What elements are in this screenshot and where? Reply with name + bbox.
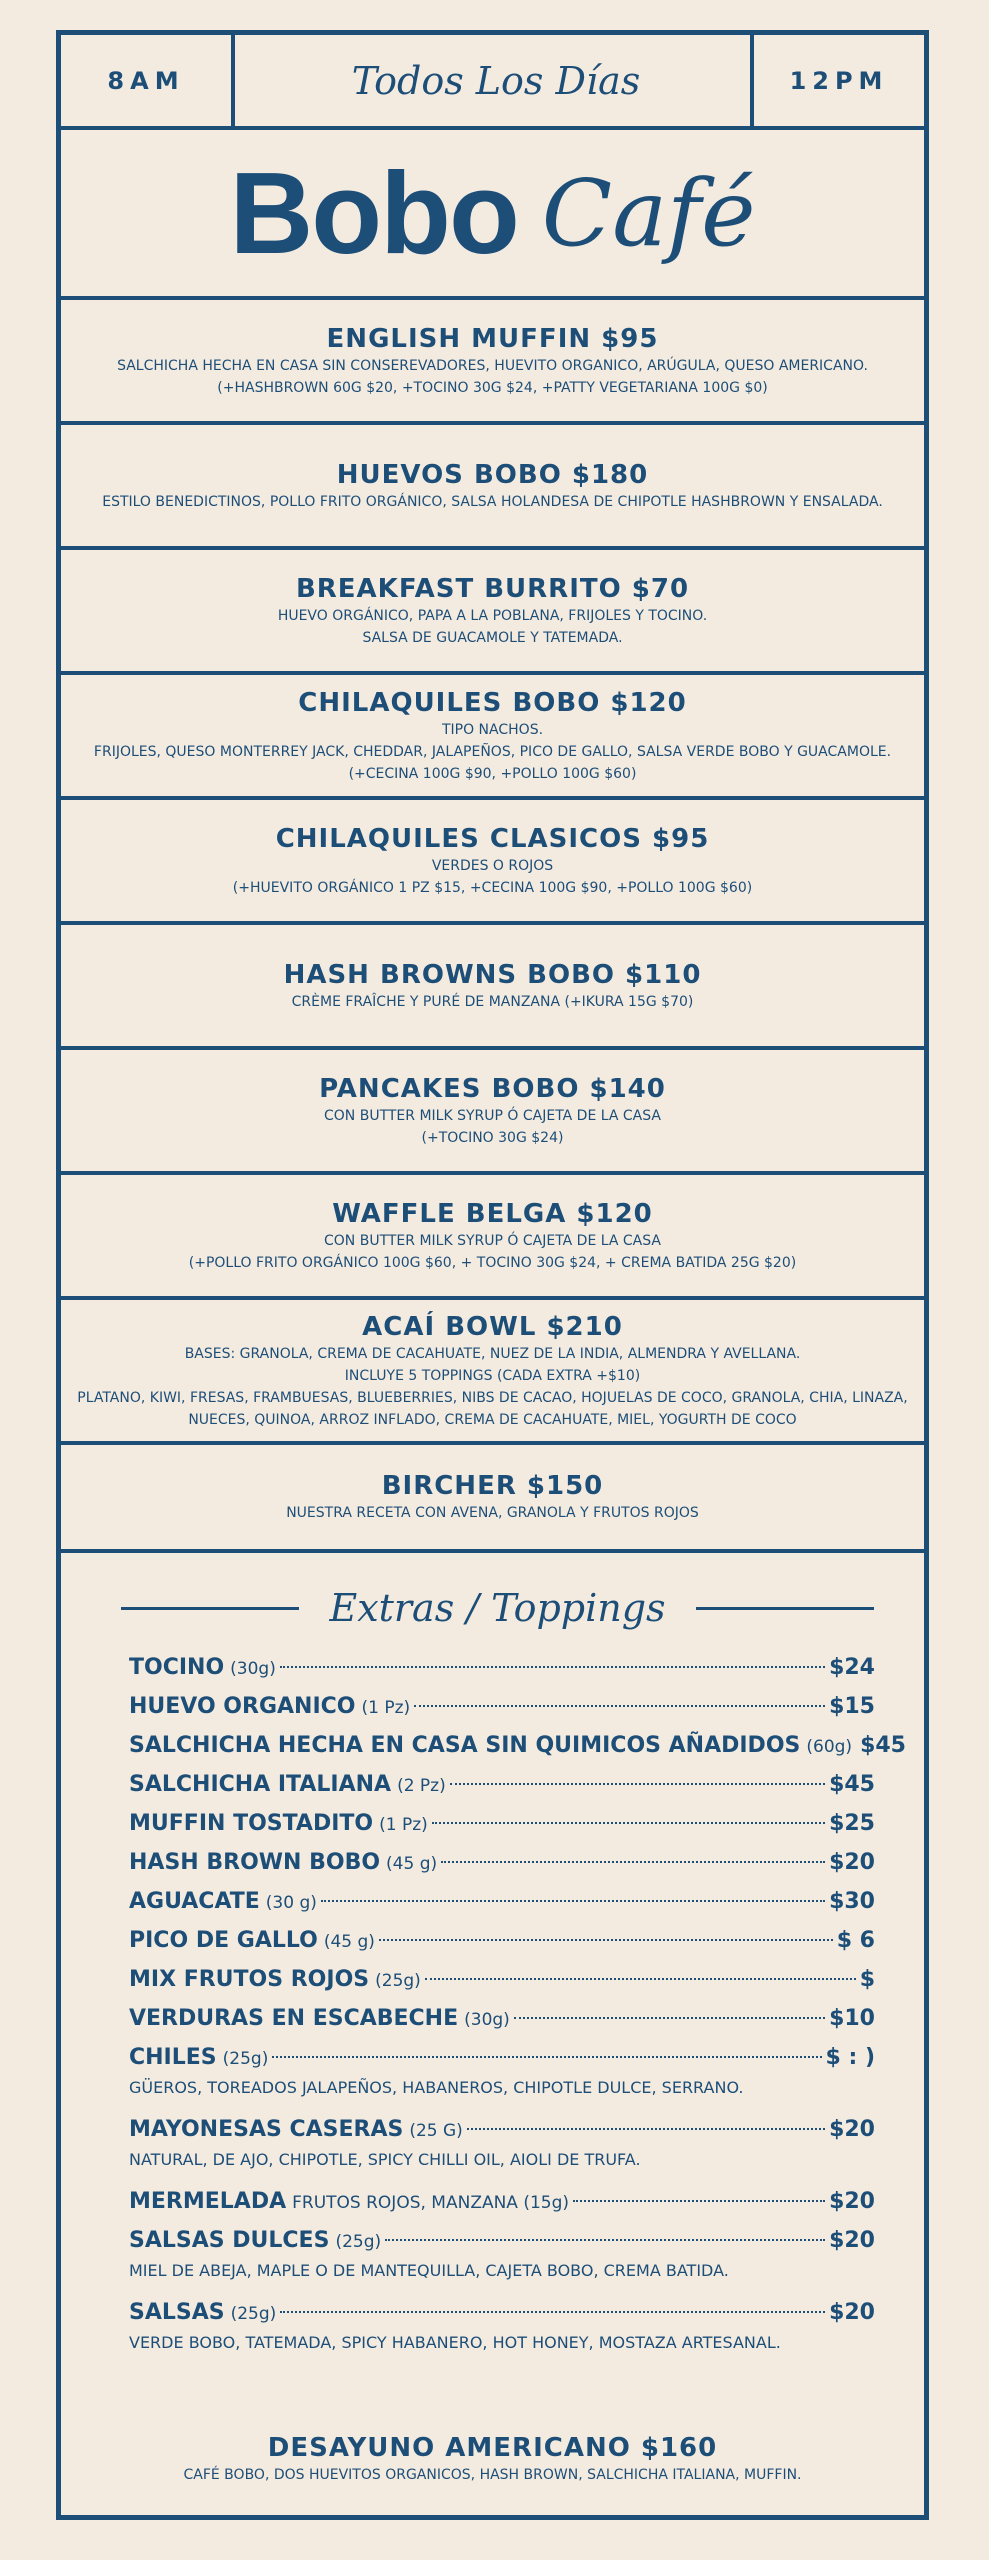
dot-leader — [450, 1783, 825, 1785]
extra-item-name: HUEVO ORGANICO — [129, 1694, 356, 1719]
extra-item-price: $20 — [829, 2117, 875, 2142]
extra-item-quantity: (30 g) — [265, 1893, 317, 1913]
menu-item — [61, 1445, 924, 1553]
extra-item — [129, 1655, 875, 1687]
menu-item — [61, 425, 924, 550]
menu-item-description: SALCHICHA HECHA EN CASA SIN CONSEREVADORES, HUEVITO ORGANICO, ARÚGULA, QUESO AMERICANO. — [117, 357, 868, 374]
menu-item-title: CHILAQUILES BOBO $120 — [298, 687, 687, 718]
tagline: Todos Los Días — [351, 58, 641, 103]
menu-item — [61, 550, 924, 675]
extra-item — [129, 2228, 875, 2260]
extra-item-price: $45 — [829, 1772, 875, 1797]
extra-item — [129, 1967, 875, 1999]
dot-leader — [441, 1861, 825, 1863]
closing-time: 12PM — [789, 66, 889, 95]
menu-item-title: CHILAQUILES CLASICOS $95 — [275, 823, 710, 854]
menu-item — [61, 675, 924, 800]
dot-leader — [414, 1705, 825, 1707]
extra-item-quantity: (25g) — [375, 1971, 421, 1991]
extra-item-options: GÜEROS, TOREADOS JALAPEÑOS, HABANEROS, CHIPOTLE DULCE, SERRANO. — [129, 2078, 744, 2097]
extra-item-price: $25 — [829, 1811, 875, 1836]
extra-item — [129, 2189, 875, 2221]
extra-item-quantity: (30g) — [230, 1659, 276, 1679]
extras-section — [61, 1553, 924, 2525]
combo-description: CAFÉ BOBO, DOS HUEVITOS ORGANICOS, HASH BROWN, SALCHICHA ITALIANA, MUFFIN. — [183, 2467, 802, 2483]
dot-leader — [379, 1939, 833, 1941]
extra-item-name: AGUACATE — [129, 1889, 260, 1914]
extra-item-price: $10 — [829, 2006, 875, 2031]
extra-item-quantity: FRUTOS ROJOS, MANZANA (15g) — [292, 2193, 570, 2213]
extra-item — [129, 2006, 875, 2038]
menu-item-title: ENGLISH MUFFIN $95 — [326, 323, 659, 354]
extra-item-price: $ : ) — [825, 2045, 875, 2070]
extra-item-quantity: (25g) — [335, 2232, 382, 2252]
menu-item-description: CRÈME FRAÎCHE Y PURÉ DE MANZANA (+IKURA 15G $70) — [291, 993, 694, 1010]
extra-item — [129, 1733, 906, 1765]
extra-item-name: SALSAS — [129, 2300, 225, 2325]
extra-item — [129, 1850, 875, 1882]
dot-leader — [272, 2056, 821, 2058]
menu-item-title: BIRCHER $150 — [381, 1471, 604, 1501]
extra-item-price: $20 — [829, 2228, 875, 2253]
extra-item-name: SALCHICHA HECHA EN CASA SIN QUIMICOS AÑADIDOS — [129, 1733, 801, 1758]
menu-item-description: BASES: GRANOLA, CREMA DE CACAHUATE, NUEZ DE LA INDIA, ALMENDRA Y AVELLANA. — [184, 1345, 801, 1362]
menu-item-description: (+CECINA 100G $90, +POLLO 100G $60) — [348, 765, 637, 782]
extra-item-name: CHILES — [129, 2045, 217, 2070]
extra-item-name: MERMELADA — [129, 2189, 287, 2214]
menu-item — [61, 1050, 924, 1175]
combo-title: DESAYUNO AMERICANO $160 — [267, 2433, 718, 2463]
tagline-cell — [235, 35, 757, 126]
menu-item-description: (+HUEVITO ORGÁNICO 1 PZ $15, +CECINA 100G $90, +POLLO 100G $60) — [232, 879, 753, 896]
brand-name-script: Café — [541, 159, 756, 267]
dot-leader — [432, 1822, 825, 1824]
extra-item-quantity: (2 Pz) — [397, 1776, 446, 1796]
extra-item-price: $20 — [829, 2300, 875, 2325]
menu-item-description: INCLUYE 5 TOPPINGS (CADA EXTRA +$10) — [344, 1367, 641, 1384]
extra-item — [129, 2300, 875, 2332]
dot-leader — [280, 1666, 825, 1668]
extra-item — [129, 1811, 875, 1843]
menu-item-description: NUESTRA RECETA CON AVENA, GRANOLA Y FRUTOS ROJOS — [286, 1505, 699, 1521]
extras-heading — [121, 1583, 874, 1633]
extra-item-price: $45 — [860, 1733, 906, 1758]
menu-item-description: PLATANO, KIWI, FRESAS, FRAMBUESAS, BLUEBERRIES, NIBS DE CACAO, HOJUELAS DE COCO, GRANOLA, CHIA, LINAZA, — [77, 1389, 908, 1406]
extra-item-options: VERDE BOBO, TATEMADA, SPICY HABANERO, HOT HONEY, MOSTAZA ARTESANAL. — [129, 2333, 781, 2352]
extra-item-name: SALCHICHA ITALIANA — [129, 1772, 392, 1797]
dot-leader — [514, 2017, 825, 2019]
extra-item — [129, 1928, 875, 1960]
extra-item-price: $ 6 — [836, 1928, 875, 1953]
extra-item — [129, 1772, 875, 1804]
heading-rule-left — [121, 1607, 299, 1610]
extra-item-options: MIEL DE ABEJA, MAPLE O DE MANTEQUILLA, CAJETA BOBO, CREMA BATIDA. — [129, 2261, 729, 2280]
menu-frame — [56, 30, 929, 2520]
extra-item-name: HASH BROWN BOBO — [129, 1850, 381, 1875]
menu-item-title: PANCAKES BOBO $140 — [319, 1073, 666, 1104]
extra-item-price: $24 — [829, 1655, 875, 1680]
extra-item-name: VERDURAS EN ESCABECHE — [129, 2006, 459, 2031]
extra-item — [129, 1694, 875, 1726]
menu-item-description: (+TOCINO 30G $24) — [421, 1129, 564, 1146]
extra-item-quantity: (1 Pz) — [379, 1815, 428, 1835]
extra-item — [129, 2117, 875, 2149]
extra-item-quantity: (60g) — [806, 1737, 853, 1757]
extra-item-quantity: (25g) — [230, 2304, 277, 2324]
extra-item-options: NATURAL, DE AJO, CHIPOTLE, SPICY CHILLI OIL, AIOLI DE TRUFA. — [129, 2150, 641, 2169]
extra-item-name: MIX FRUTOS ROJOS — [129, 1967, 370, 1992]
extras-title: Extras / Toppings — [329, 1586, 666, 1630]
extra-item-quantity: (25 G) — [409, 2121, 463, 2141]
combo-item — [61, 2433, 924, 2483]
menu-item-description: FRIJOLES, QUESO MONTERREY JACK, CHEDDAR, JALAPEÑOS, PICO DE GALLO, SALSA VERDE BOBO Y GUACAMOLE. — [93, 743, 892, 760]
menu-item-description: ESTILO BENEDICTINOS, POLLO FRITO ORGÁNICO, SALSA HOLANDESA DE CHIPOTLE HASHBROWN Y ENSALADA. — [102, 493, 883, 510]
dot-leader — [467, 2128, 825, 2130]
extra-item-quantity: (25g) — [222, 2049, 269, 2069]
menu-item-description: VERDES O ROJOS — [431, 857, 554, 874]
brand-name-bold: Bobo — [229, 148, 518, 278]
menu-item — [61, 1300, 924, 1445]
menu-item-title: HUEVOS BOBO $180 — [336, 459, 649, 490]
dot-leader — [573, 2200, 825, 2202]
dot-leader — [425, 1978, 856, 1980]
extra-item-quantity: (30g) — [464, 2010, 510, 2030]
extra-item-price: $20 — [829, 1850, 875, 1875]
extra-item-name: MUFFIN TOSTADITO — [129, 1811, 374, 1836]
extra-item-name: PICO DE GALLO — [129, 1928, 318, 1953]
brand-logo — [61, 130, 924, 300]
extra-item-quantity: (1 Pz) — [361, 1698, 411, 1718]
extra-item-price: $20 — [829, 2189, 875, 2214]
extra-item-name: MAYONESAS CASERAS — [129, 2117, 404, 2142]
extra-item-name: SALSAS DULCES — [129, 2228, 330, 2253]
extra-item — [129, 1889, 875, 1921]
menu-item — [61, 300, 924, 425]
top-bar — [61, 35, 924, 130]
opening-time-cell — [61, 35, 235, 126]
closing-time-cell — [750, 35, 924, 126]
menu-item-description: (+HASHBROWN 60G $20, +TOCINO 30G $24, +PATTY VEGETARIANA 100G $0) — [217, 379, 768, 396]
extra-item-price: $15 — [829, 1694, 875, 1719]
dot-leader — [321, 1900, 825, 1902]
extra-item-quantity: (45 g) — [323, 1932, 375, 1952]
extra-item-name: TOCINO — [129, 1655, 225, 1680]
dot-leader — [280, 2311, 825, 2313]
menu-item-title: HASH BROWNS BOBO $110 — [283, 959, 702, 990]
menu-item-title: BREAKFAST BURRITO $70 — [295, 573, 690, 604]
extra-item — [129, 2045, 875, 2077]
extra-item-quantity: (45 g) — [386, 1854, 438, 1874]
extra-item-price: $ — [859, 1967, 875, 1992]
menu-item-description: NUECES, QUINOA, ARROZ INFLADO, CREMA DE CACAHUATE, MIEL, YOGURTH DE COCO — [188, 1411, 797, 1428]
menu-item-description: TIPO NACHOS. — [441, 721, 544, 738]
heading-rule-right — [696, 1607, 874, 1610]
menu-item — [61, 1175, 924, 1300]
extra-item-price: $30 — [829, 1889, 875, 1914]
opening-time: 8AM — [107, 66, 185, 95]
menu-item-title: ACAÍ BOWL $210 — [362, 1311, 623, 1342]
menu-item-description: HUEVO ORGÁNICO, PAPA A LA POBLANA, FRIJOLES Y TOCINO. — [277, 607, 708, 624]
menu-item — [61, 800, 924, 925]
menu-item-description: CON BUTTER MILK SYRUP Ó CAJETA DE LA CASA — [324, 1107, 661, 1124]
menu-item — [61, 925, 924, 1050]
dot-leader — [385, 2239, 825, 2241]
menu-item-description: CON BUTTER MILK SYRUP Ó CAJETA DE LA CASA — [324, 1232, 661, 1249]
menu-item-description: (+POLLO FRITO ORGÁNICO 100G $60, + TOCINO 30G $24, + CREMA BATIDA 25G $20) — [188, 1254, 797, 1271]
menu-item-description: SALSA DE GUACAMOLE Y TATEMADA. — [362, 629, 623, 646]
menu-item-title: WAFFLE BELGA $120 — [332, 1198, 653, 1229]
